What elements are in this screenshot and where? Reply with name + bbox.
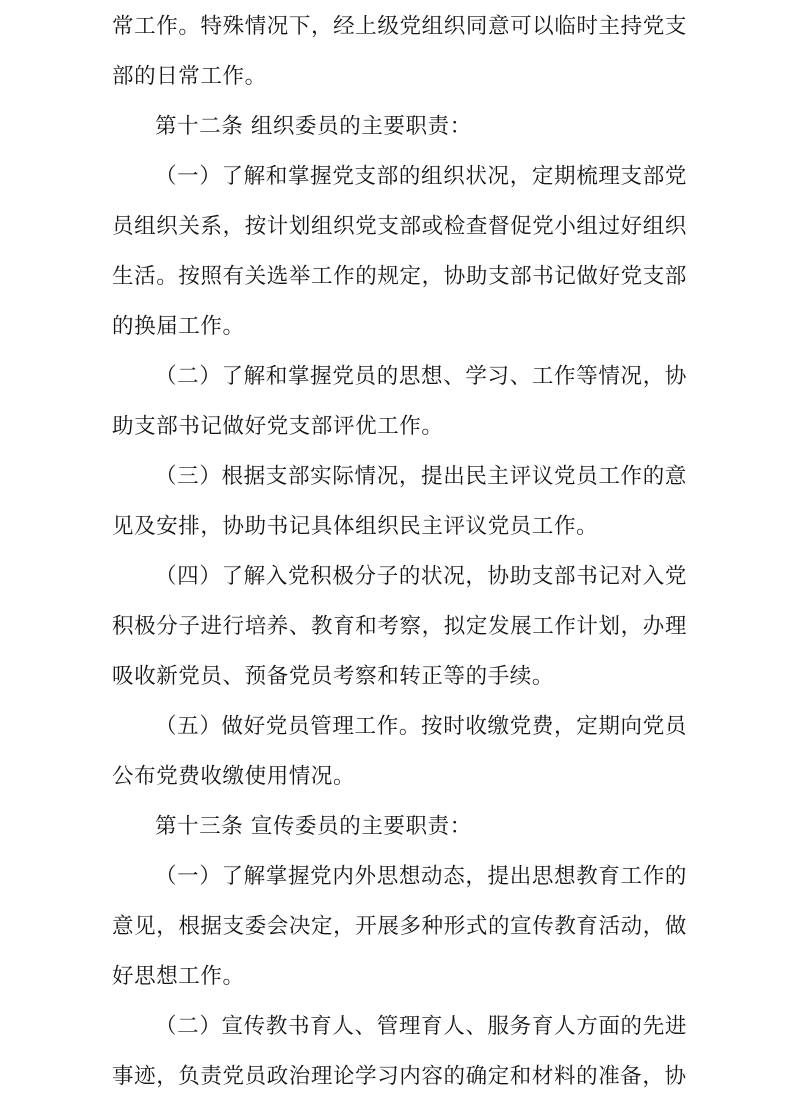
paragraph: （一）了解掌握党内外思想动态，提出思想教育工作的意见，根据支委会决定，开展多种形式的宣传教育活动，做好思想工作。 <box>112 864 687 989</box>
paragraph-article-heading: 第十二条 组织委员的主要职责： <box>155 114 472 139</box>
paragraph: （二）宣传教书育人、管理育人、服务育人方面的先进事迹，负责党员政治理论学习内容的确定和材料的准备，协 <box>112 1014 687 1089</box>
paragraph: （二）了解和掌握党员的思想、学习、工作等情况，协助支部书记做好党支部评优工作。 <box>112 364 687 439</box>
paragraph: （一）了解和掌握党支部的组织状况，定期梳理支部党员组织关系，按计划组织党支部或检查督促党小组过好组织生活。按照有关选举工作的规定，协助支部书记做好党支部的换届工作。 <box>112 164 687 339</box>
paragraph: 常工作。特殊情况下，经上级党组织同意可以临时主持党支部的日常工作。 <box>112 14 687 89</box>
paragraph: （四）了解入党积极分子的状况，协助支部书记对入党积极分子进行培养、教育和考察，拟定发展工作计划，办理吸收新党员、预备党员考察和转正等的手续。 <box>112 564 687 689</box>
paragraph: （三）根据支部实际情况，提出民主评议党员工作的意见及安排，协助书记具体组织民主评议党员工作。 <box>112 464 687 539</box>
document-body <box>112 0 687 1102</box>
paragraph-article-heading: 第十三条 宣传委员的主要职责： <box>155 814 472 839</box>
paragraph: （五）做好党员管理工作。按时收缴党费，定期向党员公布党费收缴使用情况。 <box>112 714 687 789</box>
